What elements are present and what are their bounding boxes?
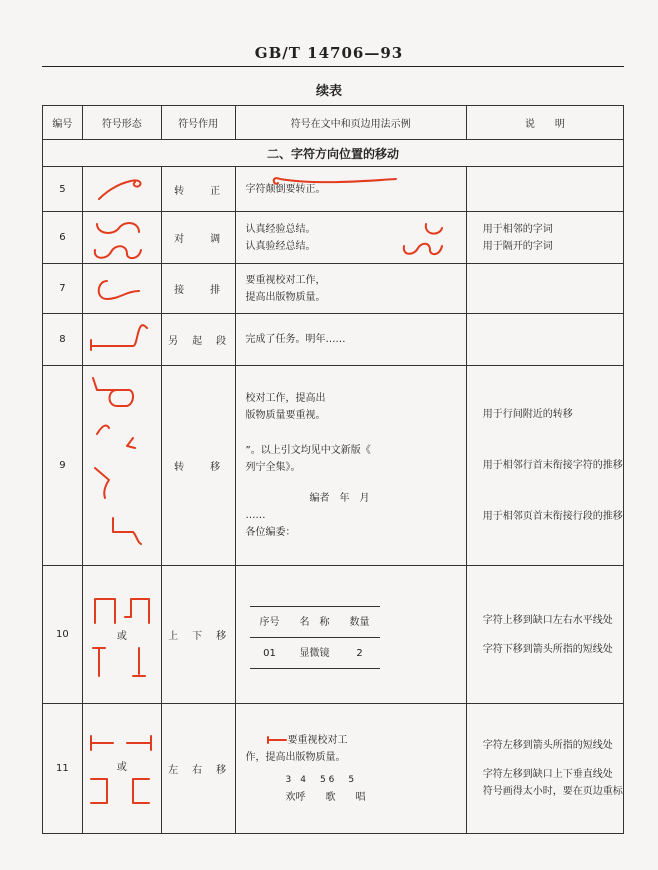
usage-example (235, 704, 466, 834)
example-line: 要重视校对工 (287, 734, 348, 746)
symbol-function: 对 调 (161, 212, 235, 264)
row-number: 10 (43, 566, 83, 704)
example-line-group (246, 218, 466, 258)
symbol-function: 转 移 (161, 366, 235, 566)
note-cell (466, 314, 623, 366)
word-label: 唱 (355, 791, 366, 803)
symbol-form (82, 212, 161, 264)
shift-left-right-symbol-icon (83, 728, 161, 758)
row-number: 7 (43, 264, 83, 314)
usage-example (235, 264, 466, 314)
example-line: 校对工作，提高出 (245, 393, 326, 404)
number-label: 3 4 (285, 774, 306, 785)
swap-symbol-icon (83, 214, 161, 262)
section-row (43, 140, 624, 167)
note-line: 符号画得太小时，要在页边重标 (482, 786, 623, 797)
col-header-example: 符号在文中和页边用法示例 (235, 106, 466, 140)
symbol-function: 转 正 (161, 167, 235, 212)
join-symbol-icon (83, 267, 161, 311)
table-row (43, 314, 624, 366)
number-label: 5 6 (320, 774, 335, 785)
note-line: 用于相邻行首末衔接字符的推移 (482, 460, 623, 471)
col-header-note: 说 明 (466, 106, 623, 140)
number-label: 5 (348, 774, 355, 785)
usage-example (235, 566, 466, 704)
mini-header: 名 称 (290, 607, 340, 638)
raise-symbol-icon (83, 587, 161, 627)
symbol-form (82, 704, 161, 834)
word-line (246, 789, 466, 806)
example-line: 要重视校对工作， (245, 274, 326, 286)
row-number: 6 (43, 212, 83, 264)
note-line: 用于隔开的字词 (482, 240, 553, 252)
lower-symbol-icon (83, 642, 161, 682)
col-header-no: 编号 (43, 106, 83, 140)
table-row (43, 264, 624, 314)
symbol-form (82, 314, 161, 366)
section-title: 二、字符方向位置的移动 (43, 140, 624, 167)
example-line: 列宁全集》。 (245, 462, 301, 473)
number-line (246, 772, 466, 789)
usage-example (235, 314, 466, 366)
rotate-mark-icon (236, 177, 436, 187)
example-line: 作，提高出版物质量。 (245, 751, 346, 763)
note-line: 用于相邻页首末衔接行段的推移 (482, 511, 623, 522)
example-mini-table (250, 606, 380, 669)
symbol-function: 上 下 移 (161, 566, 235, 704)
row-number: 11 (43, 704, 83, 834)
usage-example (235, 212, 466, 264)
move-symbol-icon (83, 368, 161, 564)
mini-cell: 01 (250, 638, 290, 669)
example-line: 认真经验总结。 (245, 223, 316, 235)
note-cell (466, 366, 623, 566)
table-row (43, 366, 624, 566)
row-number: 5 (43, 167, 83, 212)
mini-cell: 2 (340, 638, 380, 669)
header-rule (42, 66, 624, 67)
table-row (43, 704, 624, 834)
example-line: ”。以上引文均见中文新版《 (245, 445, 371, 456)
header-row (43, 106, 624, 140)
mini-cell: 显微镜 (290, 638, 340, 669)
symbol-form (82, 167, 161, 212)
left-shift-mark-icon (266, 735, 288, 745)
note-cell (466, 704, 623, 834)
word-label: 欢呼 (285, 791, 306, 803)
shift-bracket-symbol-icon (83, 773, 161, 809)
continued-label: 续表 (315, 84, 342, 99)
note-line: 字符上移到缺口左右水平线处 (482, 614, 613, 626)
note-line: 字符左移到箭头所指的短线处 (482, 740, 613, 751)
example-line: …… (245, 510, 266, 521)
example-line: 编者 年 月 (309, 493, 370, 504)
symbol-form (82, 366, 161, 566)
note-cell (466, 167, 623, 212)
row-number: 9 (43, 366, 83, 566)
col-header-form: 符号形态 (82, 106, 161, 140)
row-number: 8 (43, 314, 83, 366)
note-cell (466, 264, 623, 314)
table-row (43, 167, 624, 212)
example-line: 字符颠倒要转正。 (245, 183, 326, 195)
example-line: 提高出版物质量。 (245, 291, 326, 303)
example-line: 各位编委： (245, 527, 296, 538)
note-cell (466, 212, 623, 264)
note-line: 字符下移到箭头所指的短线处 (482, 643, 613, 655)
mini-header: 序号 (250, 607, 290, 638)
standard-number: GB/T 14706—93 (254, 44, 404, 62)
symbol-function: 另 起 段 (161, 314, 235, 366)
symbol-function: 接 排 (161, 264, 235, 314)
usage-example (235, 167, 466, 212)
example-line: 完成了任务。明年…… (245, 334, 346, 345)
note-line: 用于行间附近的转移 (482, 409, 573, 420)
table-row (43, 566, 624, 704)
or-label: 或 (116, 762, 127, 773)
symbol-form (82, 264, 161, 314)
swap-margin-icon (396, 218, 466, 258)
new-paragraph-symbol-icon (83, 316, 161, 364)
or-label: 或 (116, 631, 127, 642)
symbol-form (82, 566, 161, 704)
note-cell (466, 566, 623, 704)
mini-header: 数量 (340, 607, 380, 638)
word-label: 歌 (325, 791, 336, 803)
example-line: 认真验经总结。 (245, 240, 316, 252)
example-line-group (246, 732, 466, 749)
symbol-function: 左 右 移 (161, 704, 235, 834)
note-line: 用于相邻的字词 (482, 223, 553, 235)
note-line: 字符左移到缺口上下垂直线处 (482, 769, 613, 780)
proof-symbols-table (42, 105, 624, 834)
example-line: 版物质量要重视。 (245, 410, 326, 421)
col-header-function: 符号作用 (161, 106, 235, 140)
table-row (43, 212, 624, 264)
usage-example (235, 366, 466, 566)
rotate-symbol-icon (83, 169, 161, 209)
